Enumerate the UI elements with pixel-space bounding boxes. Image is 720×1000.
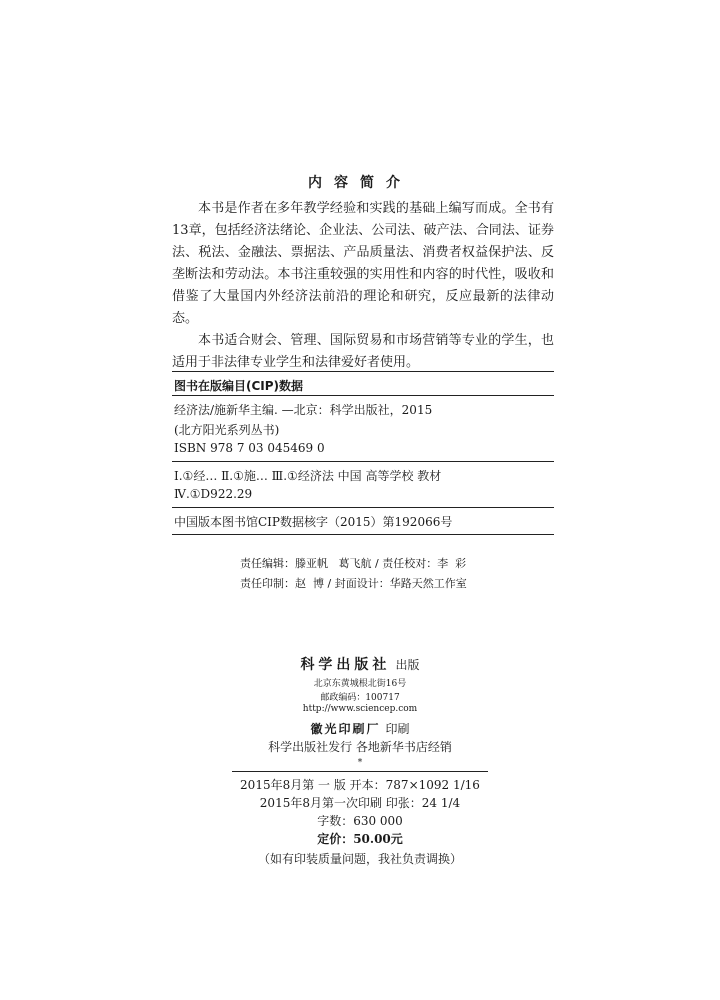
separator-star: * [357, 758, 363, 768]
credits-editors-text: 责任编辑：滕亚帆 葛飞航 / 责任校对：李 彩 [240, 557, 467, 570]
publisher-suffix: 出版 [395, 658, 420, 672]
credits-rule [172, 534, 554, 535]
printer-line [0, 718, 720, 737]
cip-line-classification: Ⅳ.①D922.29 [174, 487, 253, 501]
printing-line: 2015年8月第一次印刷 印张：24 1/4 [259, 796, 461, 810]
cip-line-subjects: Ⅰ.①经… Ⅱ.①施… Ⅲ.①经济法 中国 高等学校 教材 [174, 469, 442, 483]
distribution-line: 科学出版社发行 各地新华书店经销 [268, 740, 452, 754]
cip-mid-rule [172, 461, 554, 462]
printer-name: 徽光印刷厂 [310, 722, 381, 736]
publisher-url: http://www.sciencep.com [302, 704, 418, 714]
publisher-postcode: 邮政编码：100717 [320, 693, 400, 703]
cip-top-rule [172, 371, 554, 372]
cip-heading-rule [172, 395, 554, 396]
publisher-name: 科学出版社 [300, 657, 391, 673]
credits-line-production [0, 562, 720, 588]
edition-rule [232, 771, 488, 772]
intro-paragraph-2: 本书适合财会、管理、国际贸易和市场营销等专业的学生，也适用于非法律专业学生和法律爱好者使用。 [172, 333, 554, 370]
cip-lower-rule [172, 507, 554, 508]
price-line: 定价：50.00元 [317, 832, 403, 846]
notice-line: （如有印装质量问题，我社负责调换） [257, 852, 462, 866]
cip-block [172, 371, 554, 529]
cip-heading: 图书在版编目(CIP)数据 [174, 379, 304, 393]
publisher-line [0, 654, 720, 674]
cip-line-title: 经济法/施新华主编. —北京：科学出版社，2015 [174, 403, 433, 417]
publisher-address: 北京东黄城根北街16号 [313, 679, 407, 689]
intro-title: 内容简介 [308, 175, 412, 191]
intro-paragraph-1: 本书是作者在多年教学经验和实践的基础上编写而成。全书有13章，包括经济法绪论、企业法、公司法、破产法、合同法、证券法、税法、金融法、票据法、产品质量法、消费者权益保护法、反垄断法和劳动法。本书注重较强的实用性和内容的时代性，吸收和借鉴了大量国内外经济法前沿的理论和研究，反应最新的法律动态。 [172, 201, 554, 326]
intro-text [172, 198, 554, 374]
cip-line-record-number: 中国版本图书馆CIP数据核字（2015）第192066号 [174, 515, 453, 529]
cip-line-isbn: ISBN 978 7 03 045469 0 [174, 441, 325, 455]
edition-line: 2015年8月第 一 版 开本：787×1092 1/16 [240, 778, 480, 792]
cip-line-series: (北方阳光系列丛书) [174, 423, 280, 437]
wordcount-line: 字数：630 000 [317, 814, 403, 828]
credits-production-text: 责任印制：赵 博 / 封面设计：华路天然工作室 [240, 577, 467, 590]
printer-suffix: 印刷 [385, 722, 410, 736]
